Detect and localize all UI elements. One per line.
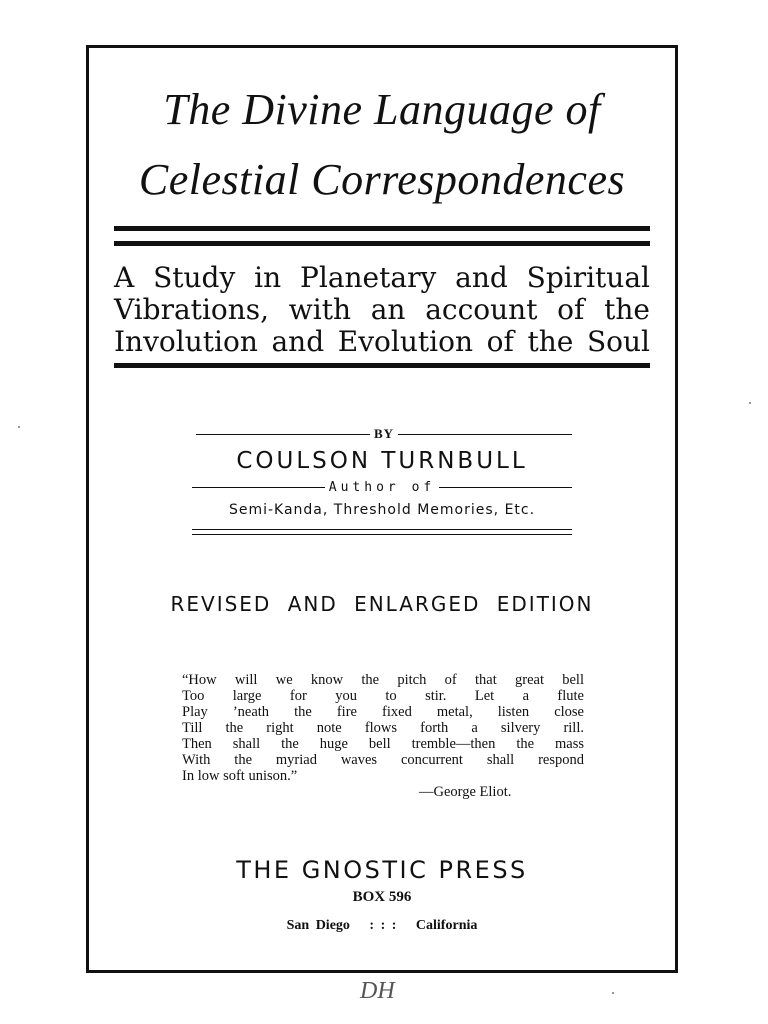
handwritten-mark: DH — [360, 978, 395, 1004]
poem-line: Till the right note flows forth a silvery rill. — [182, 720, 584, 736]
publisher-state: California — [415, 918, 478, 933]
previous-works: Semi-Kanda, Threshold Memories, Etc. — [228, 502, 536, 518]
subtitle-rule — [114, 363, 650, 368]
location-separator: : : : — [369, 918, 397, 933]
works-rule-2 — [192, 534, 572, 535]
poem-line: Too large for you to stir. Let a flute — [182, 688, 584, 704]
publisher-box: BOX 596 — [352, 889, 412, 905]
scan-speck — [749, 402, 751, 404]
title-page-border — [86, 45, 678, 973]
publisher-location — [89, 918, 675, 934]
publisher-city: San Diego — [286, 918, 350, 933]
scan-speck — [18, 426, 20, 428]
by-divider — [196, 426, 572, 442]
subtitle-line-3: Involution and Evolution of the Soul — [114, 325, 650, 358]
works-rule-1 — [192, 529, 572, 530]
title-line-1: The Divine Language of — [163, 85, 601, 134]
subtitle-line-2: Vibrations, with an account of the — [114, 293, 650, 326]
publisher-name: THE GNOSTIC PRESS — [236, 856, 528, 884]
poem-line: “How will we know the pitch of that great bell — [182, 672, 584, 688]
epigraph-poem — [182, 672, 584, 784]
scan-speck — [612, 992, 614, 994]
poem-attribution: —George Eliot. — [419, 784, 512, 800]
title-rule-top — [114, 226, 650, 231]
subtitle-line-1: A Study in Planetary and Spiritual — [114, 261, 650, 294]
poem-line: In low soft unison.” — [182, 768, 298, 784]
title-line-2: Celestial Correspondences — [138, 155, 626, 204]
author-name: COULSON TURNBULL — [236, 448, 528, 474]
by-label: BY — [373, 426, 395, 441]
poem-line: With the myriad waves concurrent shall respond — [182, 752, 584, 768]
author-of-divider — [192, 479, 572, 495]
poem-line: Play ’neath the fire fixed metal, listen close — [182, 704, 584, 720]
poem-line: Then shall the huge bell tremble—then the mass — [182, 736, 584, 752]
title-rule-bottom — [114, 241, 650, 246]
edition-label: REVISED AND ENLARGED EDITION — [170, 592, 594, 616]
author-of-label: Author of — [328, 479, 436, 495]
